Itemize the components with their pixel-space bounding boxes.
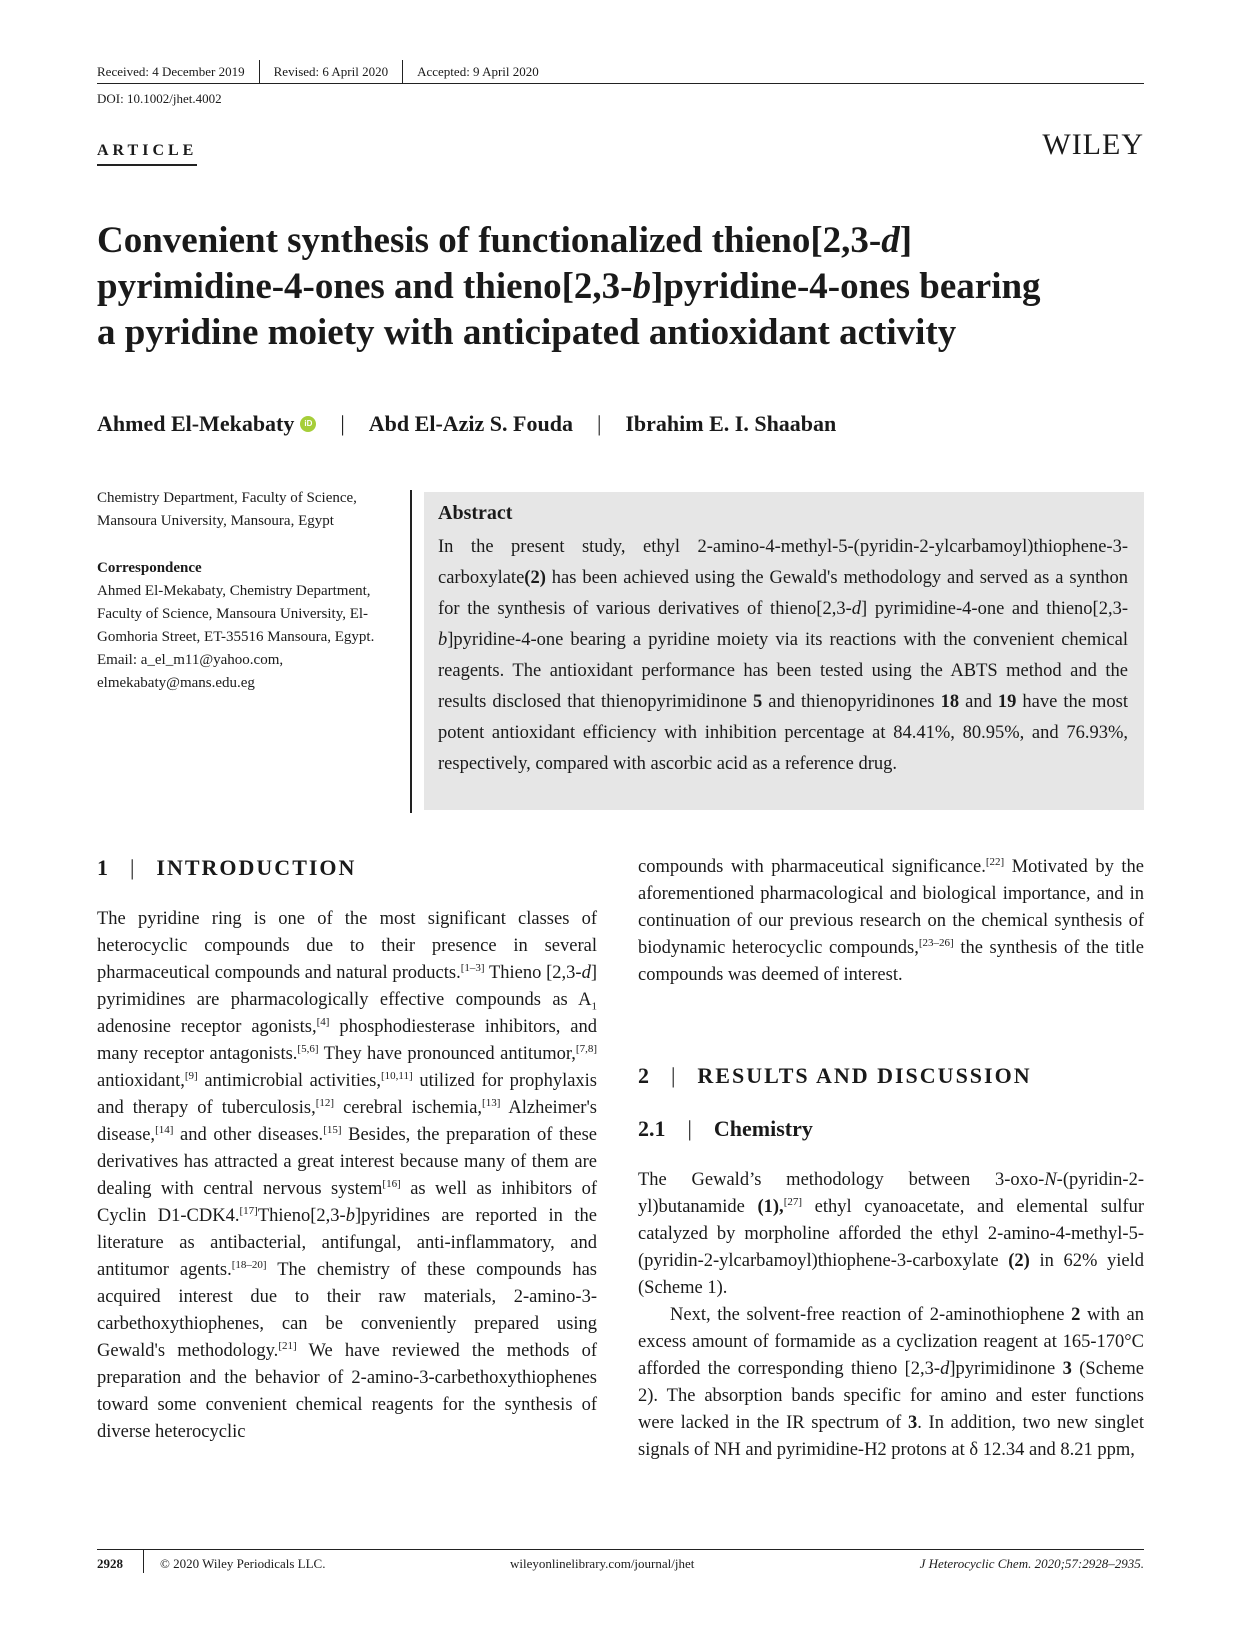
author-list [97,411,836,437]
date-divider [402,60,403,84]
author-separator: | [340,411,345,436]
header-rule [97,83,1144,84]
journal-citation: J Heterocyclic Chem. 2020;57:2928–2935. [919,1556,1144,1571]
revised-date: Revised: 6 April 2020 [273,64,389,79]
citation[interactable]: [7,8] [575,1042,597,1055]
citation[interactable]: [5,6] [297,1042,319,1055]
paragraph: The Gewald’s methodology between 3-oxo-N-(pyridin-2-yl)butanamide (1),[27] ethyl cyanoacetate, and elemental sulfur catalyzed by morpholine afforded the ethyl 2-amino-4-methyl-5-(pyridin-2-ylcarbamoyl)thiophene-3-carboxylate (2) in 62% yield (Scheme 1). [638,1170,1145,1298]
citation[interactable]: [14] [155,1123,174,1136]
chemistry-text [638,1167,1144,1464]
citation[interactable]: [17] [239,1204,258,1217]
footer-divider [143,1549,144,1573]
affiliation-block [97,487,397,695]
doi[interactable]: DOI: 10.1002/jhet.4002 [97,91,222,106]
correspondence-email[interactable]: Email: a_el_m11@yahoo.com, elmekabaty@mans.edu.eg [97,652,284,691]
citation[interactable]: [13] [482,1096,501,1109]
citation[interactable]: [1–3] [460,961,485,974]
citation[interactable]: [27] [783,1195,803,1208]
paragraph: compounds with pharmaceutical significance.[22] Motivated by the aforementioned pharmacological and biological importance, and in continuation of our previous research on the chemical synthesis of biodynamic heterocyclic compounds,[23–26] the synthesis of the title compounds was deemed of interest. [638,855,1144,985]
citation[interactable]: [23–26] [918,936,954,949]
orcid-icon[interactable]: iD [300,416,316,432]
citation[interactable]: [15] [323,1123,342,1136]
citation[interactable]: [10,11] [381,1069,413,1082]
abstract-text: In the present study, ethyl 2-amino-4-methyl-5-(pyridin-2-ylcarbamoyl)thiophene-3-carboxylate(2) has been achieved using the Gewald's methodology and served as a synthon for the synthesis of various derivatives of thieno[2,3-d] pyrimidine-4-one and thieno[2,3-b]pyridine-4-one bearing a pyridine moiety via its reactions with the convenient chemical reagents. The antioxidant performance has been tested using the ABTS method and the results disclosed that thienopyrimidinone 5 and thienopyridinones 18 and 19 have the most potent antioxidant efficiency with inhibition percentage at 84.41%, 80.95%, and 76.93%, respectively, compared with ascorbic acid as a reference drug. [438,537,1128,774]
journal-url[interactable]: wileyonlinelibrary.com/journal/jhet [510,1556,695,1571]
abstract-box [424,492,1144,810]
citation[interactable]: [22] [985,855,1005,868]
affiliation: Chemistry Department, Faculty of Science, Mansoura University, Mansoura, Egypt [97,490,357,529]
citation[interactable]: [4] [316,1015,330,1028]
section-heading-introduction: 1 | INTRODUCTION [97,855,357,880]
introduction-text [97,906,597,1446]
citation[interactable]: [9] [184,1069,198,1082]
column-divider [410,490,412,813]
introduction-continued [638,854,1144,989]
author-name[interactable]: Abd El-Aziz S. Fouda [368,411,573,436]
subsection-heading-chemistry: 2.1 | Chemistry [638,1116,813,1141]
citation[interactable]: [18–20] [231,1258,267,1271]
article-dates [97,60,539,84]
article-type-label: ARTICLE [97,142,197,166]
citation[interactable]: [16] [382,1177,401,1190]
wiley-logo: WILEY [1042,128,1144,161]
page-number: 2928 [97,1556,123,1571]
abstract-heading: Abstract [438,502,513,524]
citation[interactable]: [12] [315,1096,335,1109]
author-separator: | [596,411,602,436]
copyright: © 2020 Wiley Periodicals LLC. [160,1556,326,1571]
paragraph: The pyridine ring is one of the most significant classes of heterocyclic compounds due to their presence in several pharmaceutical compounds and natural products.[1–3] Thieno [2,3-d] pyrimidines are pharmacologically effective compounds as $A_1$ adenosine receptor agonists,[4] phosphodiesterase inhibitors, and many receptor antagonists.[5,6] They have pronounced antitumor,[7,8] antioxidant,[9] antimicrobial activities,[10,11] utilized for prophylaxis and therapy of tuberculosis,[12] cerebral ischemia,[13] Alzheimer's disease,[14] and other diseases.[15] Besides, the preparation of these derivatives has attracted a great interest because many of them are dealing with central nervous system[16] as well as inhibitors of Cyclin D1-CDK4.[17]Thieno[2,3-b]pyridines are reported in the literature as antibacterial, antifungal, anti-inflammatory, and antitumor agents.[18–20] The chemistry of these compounds has acquired interest due to their raw materials, 2-amino-3-carbethoxythiophenes, can be conveniently prepared using Gewald's methodology.[21] We have reviewed the methods of preparation and the behavior of 2-amino-3-carbethoxythiophenes toward some convenient chemical reagents for the synthesis of diverse heterocyclic [97,909,598,1442]
paragraph: Next, the solvent-free reaction of 2-aminothiophene 2 with an excess amount of formamide as a cyclization reagent at 165-170°C afforded the corresponding thieno [2,3-d]pyrimidinone 3 (Scheme 2). The absorption bands specific for amino and ester functions were lacked in the IR spectrum of 3. In addition, two new singlet signals of NH and pyrimidine-H2 protons at δ 12.34 and 8.21 ppm, [638,1305,1144,1460]
paper-title: Convenient synthesis of functionalized thieno[2,3-d] pyrimidine-4-ones and thieno[2,3-b]pyridine-4-ones bearing a pyridine moiety with anticipated antioxidant activity [97,220,1041,353]
correspondence-heading: Correspondence [97,560,202,576]
date-divider [259,60,260,84]
correspondence-address: Ahmed El-Mekabaty, Chemistry Department, Faculty of Science, Mansoura University, El-Gomhoria Street, ET-35516 Mansoura, Egypt. [97,583,375,645]
footer-rule [97,1549,1144,1550]
received-date: Received: 4 December 2019 [97,64,245,79]
accepted-date: Accepted: 9 April 2020 [417,64,539,79]
section-heading-results: 2 | RESULTS AND DISCUSSION [638,1063,1032,1088]
citation[interactable]: [21] [278,1339,297,1352]
author-name[interactable]: Ibrahim E. I. Shaaban [625,411,837,436]
author-name[interactable]: Ahmed El-Mekabaty [97,411,295,436]
